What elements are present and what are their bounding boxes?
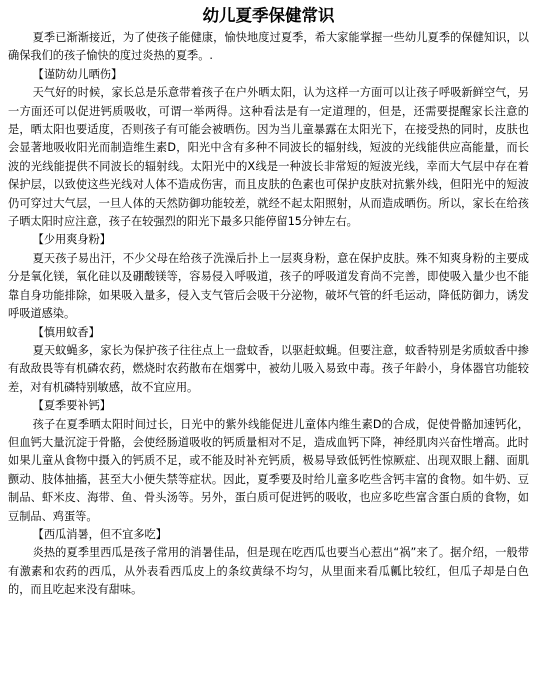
section-watermelon bbox=[8, 526, 529, 600]
section-body: 炎热的夏季里西瓜是孩子常用的消暑佳品，但是现在吃西瓜也要当心惹出“祸”来了。据介绍，一般带有激素和农药的西瓜，从外表看西瓜皮上的条纹黄绿不均匀，从里面来看瓜瓤比较红，但瓜子却是白色的，而且吃起来没有甜味。 bbox=[8, 546, 529, 597]
section-heading: 【少用爽身粉】 bbox=[32, 233, 111, 247]
section-talcum-powder bbox=[8, 231, 529, 323]
section-sunburn bbox=[8, 66, 529, 232]
section-body: 夏天孩子易出汗，不少父母在给孩子洗澡后扑上一层爽身粉，意在保护皮肤。殊不知爽身粉的主要成分是氧化镁，氧化硅以及硼酸镁等，容易侵入呼吸道，孩子的呼吸道发育尚不完善，即使吸入量少也不能靠自身功能排除，如果吸入量多，侵入支气管后会吸干分泌物，破坏气管的纤毛运动，降低防御力，诱发呼吸道感染。 bbox=[8, 251, 529, 321]
section-body: 夏天蚊蝇多，家长为保护孩子往往点上一盘蚊香，以驱赶蚊蝇。但要注意，蚊香特别是劣质蚊香中掺有敌敌畏等有机磷农药，燃烧时农药散布在烟雾中，被幼儿吸入易致中毒。孩子年龄小，身体器官功能较差，对有机磷特别敏感，故不宜应用。 bbox=[8, 343, 529, 394]
section-heading: 【慎用蚊香】 bbox=[32, 325, 100, 339]
intro-paragraph: 夏季已渐渐接近，为了使孩子能健康，愉快地度过夏季，希大家能掌握一些幼儿夏季的保健知识，以确保我们的孩子愉快的度过炎热的夏季。. bbox=[8, 31, 529, 63]
section-mosquito-coil bbox=[8, 324, 529, 398]
article-title: 幼儿夏季保健常识 bbox=[202, 6, 335, 25]
section-calcium bbox=[8, 397, 529, 526]
section-heading: 【西瓜消暑，但不宜多吃】 bbox=[32, 527, 167, 541]
section-body: 天气好的时候，家长总是乐意带着孩子在户外晒太阳，认为这样一方面可以让孩子呼吸新鲜空气，另一方面还可以促进钙质吸收，可谓一举两得。这种看法是有一定道理的，但是，还需要提醒家长注意的是，晒太阳也要适度，否则孩子有可能会被晒伤。因为当儿童暴露在太阳光下，在接受热的同时，皮肤也会显著地吸收阳光而制造维生素D，阳光中含有多种不同波长的辐射线，短波的光线能供应高能量，而长波的光线能提供不同波长的辐射线。太阳光中的X线是一种波长非常短的短波光线，幸而大气层中存在着保护层，以致使这些光线对人体不造成伤害，而且皮肤的色素也可保护皮肤对抗紫外线，但阳光中的短波仍可穿过大气层，一旦人体的天然防御功能较差，就经不起太阳照射，从而造成晒伤。所以，家长在给孩子晒太阳时应注意，孩子在较强烈的阳光下最多只能停留15分钟左右。 bbox=[8, 86, 529, 229]
section-heading: 【谨防幼儿晒伤】 bbox=[32, 67, 123, 81]
section-body: 孩子在夏季晒太阳时间过长，日光中的紫外线能促进儿童体内维生素D的合成，促使骨骼加速钙化，但血钙大量沉淀于骨骼，会使经肠道吸收的钙质量相对不足，造成血钙下降，神经肌肉兴奋性增高。此时如果儿童从食物中摄入的钙质不足，或不能及时补充钙质，极易导致低钙性惊厥症、出现双眼上翻、面肌颤动、肢体抽搐，甚至大小便失禁等症状。因此，夏季要及时给儿童多吃些含钙丰富的食物。如牛奶、豆制品、虾米皮、海带、鱼、骨头汤等。另外，蛋白质可促进钙的吸收，也应多吃些富含蛋白质的食物，如豆制品、鸡蛋等。 bbox=[8, 417, 529, 523]
section-heading: 【夏季要补钙】 bbox=[32, 399, 111, 413]
